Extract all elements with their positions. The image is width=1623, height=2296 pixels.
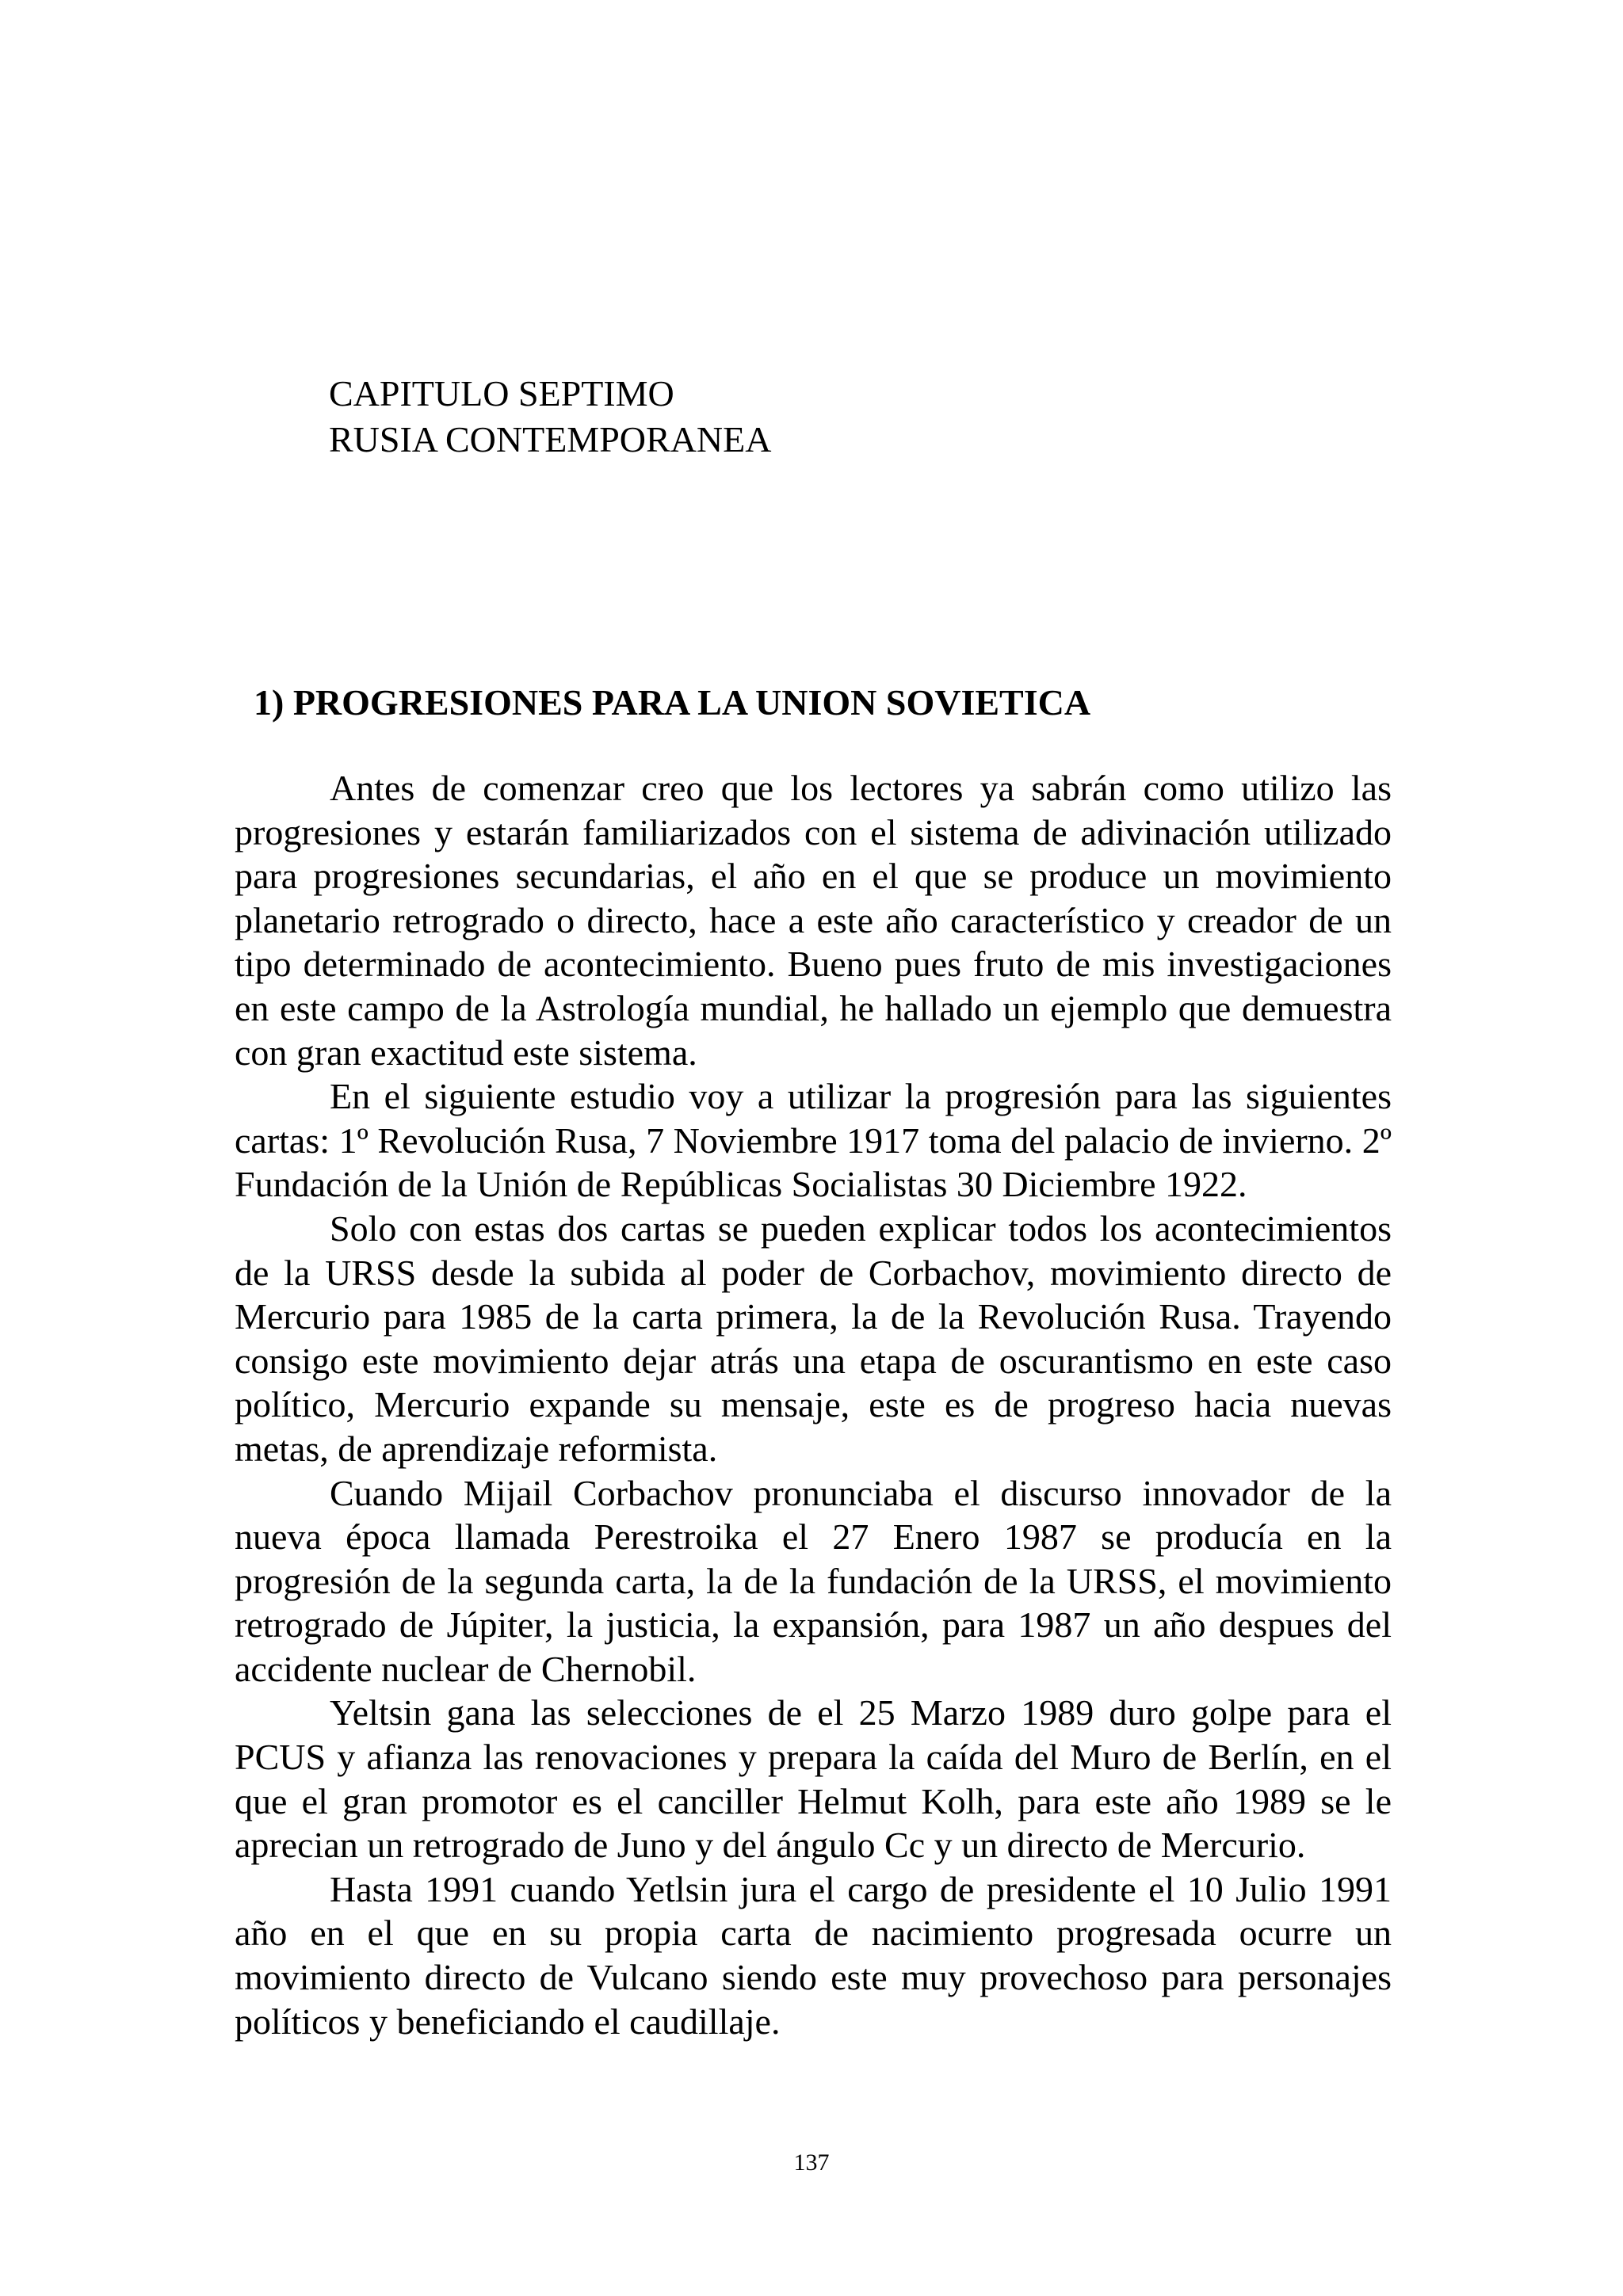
section-title: 1) PROGRESIONES PARA LA UNION SOVIETICA <box>254 682 1091 723</box>
paragraph: En el siguiente estudio voy a utilizar la progresión para las siguientes cartas: 1º Revolución Rusa, 7 Noviembre 1917 toma del palacio de invierno. 2º Fundación de la Unión de Repúblicas Socialistas 30 Diciembre 1922. <box>235 1076 1392 1205</box>
body-text <box>235 766 1392 2043</box>
chapter-heading <box>329 371 771 463</box>
paragraph: Antes de comenzar creo que los lectores ya sabrán como utilizo las progresiones y estarán familiarizados con el sistema de adivinación utilizado para progresiones secundarias, el año en el que se produce un movimiento planetario retrogrado o directo, hace a este año característico y creador de un tipo determinado de acontecimiento. Bueno pues fruto de mis investigaciones en este campo de la Astrología mundial, he hallado un ejemplo que demuestra con gran exactitud este sistema. <box>235 768 1392 1073</box>
paragraph: Hasta 1991 cuando Yetlsin jura el cargo de presidente el 10 Julio 1991 año en el que en su propia carta de nacimiento progresada ocurre un movimiento directo de Vulcano siendo este muy provechoso para personajes políticos y beneficiando el caudillaje. <box>235 1868 1392 2042</box>
paragraph: Yeltsin gana las selecciones de el 25 Marzo 1989 duro golpe para el PCUS y afianza las renovaciones y prepara la caída del Muro de Berlín, en el que el gran promotor es el canciller Helmut Kolh, para este año 1989 se le aprecian un retrogrado de Juno y del ángulo Cc y un directo de Mercurio. <box>235 1692 1392 1866</box>
chapter-title: RUSIA CONTEMPORANEA <box>329 419 772 460</box>
page-number: 137 <box>793 2149 830 2176</box>
paragraph: Cuando Mijail Corbachov pronunciaba el discurso innovador de la nueva época llamada Perestroika el 27 Enero 1987 se producía en la progresión de la segunda carta, la de la fundación de la URSS, el movimiento retrogrado de Júpiter, la justicia, la expansión, para 1987 un año despues del accidente nuclear de Chernobil. <box>235 1472 1392 1689</box>
chapter-number: CAPITULO SEPTIMO <box>329 373 674 414</box>
paragraph: Solo con estas dos cartas se pueden explicar todos los acontecimientos de la URSS desde la subida al poder de Corbachov, movimiento directo de Mercurio para 1985 de la carta primera, la de la Revolución Rusa. Trayendo consigo este movimiento dejar atrás una etapa de oscurantismo en este caso político, Mercurio expande su mensaje, este es de progreso hacia nuevas metas, de aprendizaje reformista. <box>235 1207 1392 1469</box>
